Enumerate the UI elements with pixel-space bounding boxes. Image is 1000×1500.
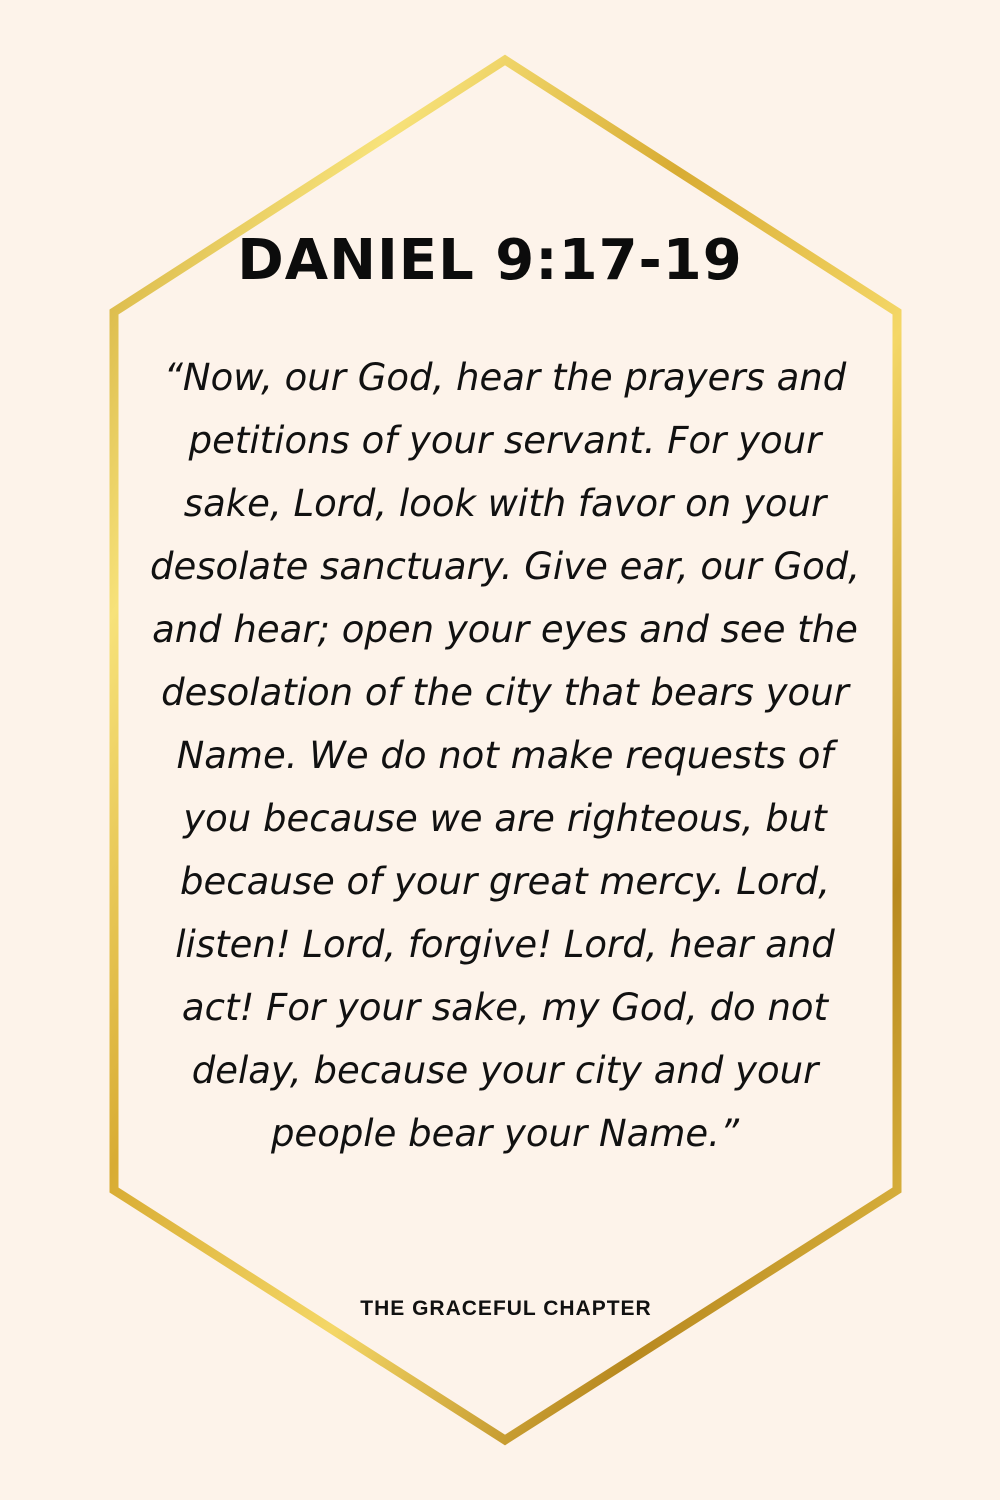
verse-text: “Now, our God, hear the prayers and petitions of your servant. For your sake, Lord, look with favor on your desolate sanctuary. Give ear, our God, and hear; open your eyes and see the desolation of the city that bears your Name. We do not make requests of you because we are righteous, but because of your great mercy. Lord, listen! Lord, forgive! Lord, hear and act! For your sake, my God, do not delay, because your city and your people bear your Name.” (149, 356, 861, 1155)
page-title: DANIEL 9:17-19 (237, 228, 743, 293)
brand-footer: THE GRACEFUL CHAPTER (360, 1297, 652, 1320)
